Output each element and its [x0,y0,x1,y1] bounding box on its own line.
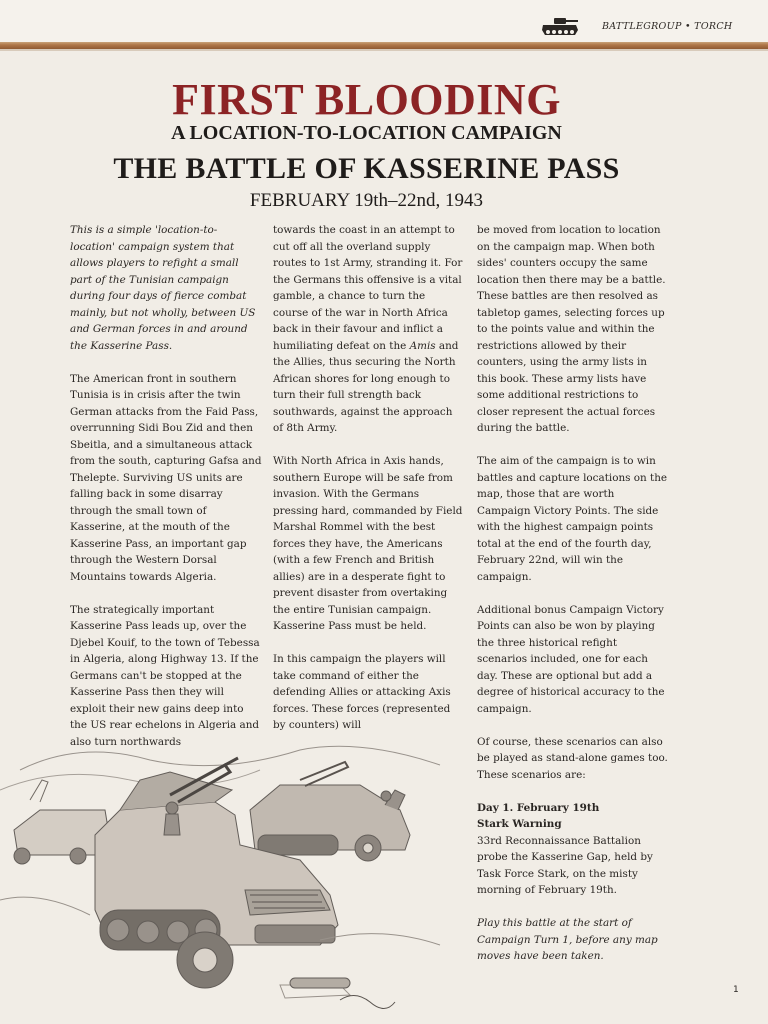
paragraph [273,222,463,437]
text-span: and the Allies, thus securing the North African shores for long enough to turn their full strength back southwards, against the approach of 8th Army. [273,339,459,434]
text-span: towards the coast in an attempt to cut off all the overland supply routes to 1st Army, stranding it. For the Germans this offensive is a vital gamble, a chance to turn the course of the war in North Africa back in their favour and inflict a humiliating defeat on the [273,224,463,352]
halftrack-illustration [0,740,460,1024]
scenario-note: Play this battle at the start of Campaign Turn 1, before any map moves have been taken. [477,917,658,962]
scenario-description: 33rd Reconnaissance Battalion probe the Kasserine Gap, held by Task Force Stark, on the misty morning of February 19th. [477,834,653,896]
header-rule [0,42,768,49]
amis-term: Amis [409,339,436,352]
paragraph: The aim of the campaign is to win battles and capture locations on the map, those that are worth Campaign Victory Points. The side with the highest campaign points total at the end of the fourth day, February 22nd, will win the campaign. [477,455,668,583]
battle-title: THE BATTLE OF KASSERINE PASS [113,152,620,185]
paragraph: be moved from location to location on the campaign map. When both sides' counters occupy the same location then there may be a battle. These battles are then resolved as tabletop games, selecting forces up to the points value and within the restrictions allowed by their counters, using the army lists in this book. These army lists have some additional restrictions to closer represent the actual forces during the battle. [477,224,666,434]
paragraph: The American front in southern Tunisia is in crisis after the twin German attacks from the Faid Pass, overrunning Sidi Bou Zid and then Sbeitla, and a simultaneous attack from the south, capturing Gafsa and Thelepte. Surviving US units are falling back in some disarray through the small town of Kasserine, at the mouth of the Kasserine Pass, an important gap through the Western Dorsal Mountains towards Algeria. [70,372,262,583]
scenario-name: Stark Warning [477,818,562,830]
text-column-2 [273,222,463,750]
tank-icon [540,15,580,37]
paragraph: The strategically important Kasserine Pass leads up, over the Djebel Kouif, to the town of Tebessa in Algeria, along Highway 13. If the Germans can't be stopped at the Kasserine Pass then they will exploit their new gains deep into the US rear echelons in Algeria and also turn northwards [70,603,260,748]
series-header: BATTLEGROUP • TORCH [602,21,733,32]
page-number: 1 [733,985,739,995]
battle-date: FEBRUARY 19th–22nd, 1943 [249,190,484,211]
paragraph: Of course, these scenarios can also be played as stand-alone games too. These scenarios are: [477,735,668,781]
paragraph: In this campaign the players will take command of either the defending Allies or attacking Axis forces. These forces (represented by counters) will [273,653,451,731]
scenario-day: Day 1. February 19th [477,801,600,814]
text-column-1 [70,222,262,767]
page-subtitle: A LOCATION-TO-LOCATION CAMPAIGN [171,122,562,144]
header-rule-shadow [0,49,768,51]
page-title: FIRST BLOODING [172,75,561,124]
intro-paragraph: This is a simple 'location-to-location' campaign system that allows players to refight a small part of the Tunisian campaign during four days of fierce combat mainly, but not wholly, between US and German forces in and around the Kasserine Pass. [70,224,256,352]
paragraph: Additional bonus Campaign Victory Points can also be won by playing the three historical refight scenarios included, one for each day. These are optional but add a degree of historical accuracy to the campaign. [477,603,665,715]
paragraph: With North Africa in Axis hands, southern Europe will be safe from invasion. With the Germans pressing hard, commanded by Field Marshal Rommel with the best forces they have, the Americans (with a few French and British allies) are in a desperate fight to prevent disaster from overtaking the entire Tunisian campaign. Kasserine Pass must be held. [273,455,463,632]
text-column-3 [477,222,669,981]
